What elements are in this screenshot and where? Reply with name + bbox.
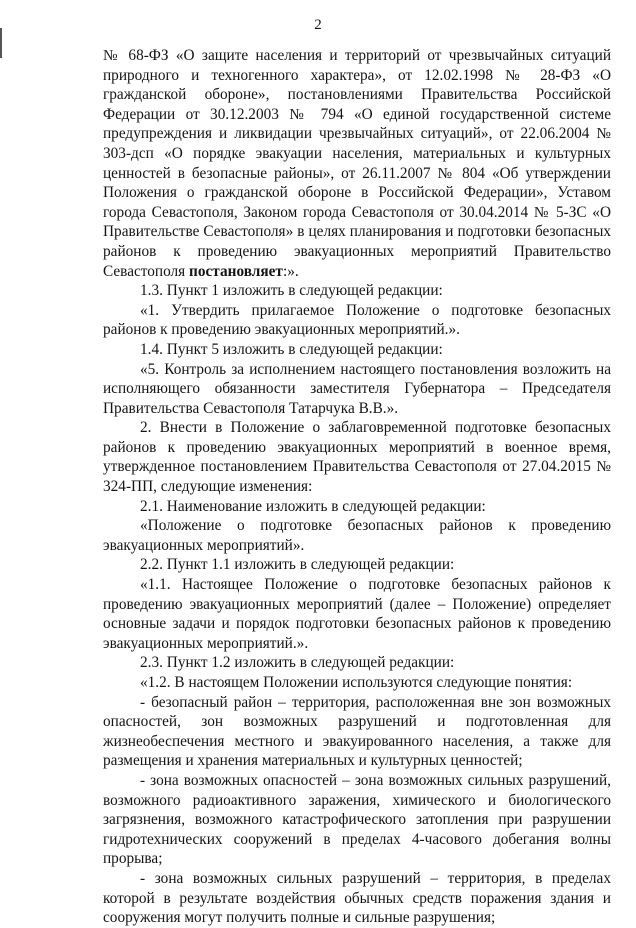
paragraph-item-2-2: 2.2. Пункт 1.1 изложить в следующей редакции: [140, 556, 455, 574]
document-body [103, 46, 611, 928]
paragraph-legal-basis: № 68-ФЗ «О защите населения и территорий от чрезвычайных ситуаций природного и техногенного характера», от 12.02.1998 № 28-ФЗ «О гражданской обороне», постановлениями Правительства Российской Федерации от 30.12.2003 № 794 «О единой государственной системе предупреждения и ликвидации чрезвычайных ситуаций», от 22.06.2004 № 303-дсп «О порядке эвакуации населения, материальных и культурных ценностей в безопасные районы», от 26.11.2007 № 804 «Об утверждении Положения о гражданской обороне в Российской Федерации», Уставом города Севастополя, Законом города Севастополя от 30.04.2014 № 5-ЗС «О Правительстве Севастополя» в целях планирования и подготовки безопасных районов к проведению эвакуационных мероприятий Правительство Севастополя постановляет:». [103, 47, 611, 280]
paragraph-item-2-3: 2.3. Пункт 1.2 изложить в следующей редакции: [140, 654, 455, 672]
paragraph-item-1-text: «1. Утвердить прилагаемое Положение о подготовке безопасных районов к проведению эвакуационных мероприятий.». [103, 301, 611, 339]
paragraph-item-1-2-text: «1.2. В настоящем Положении используются следующие понятия: [140, 674, 573, 691]
paragraph-item-1-4: 1.4. Пункт 5 изложить в следующей редакции: [140, 340, 443, 358]
keyword-postanovlyaet: постановляет [189, 262, 283, 280]
definition-danger-zone: - зона возможных опасностей – зона возможных сильных разрушений, возможного радиоактивного заражения, химического и биологического загрязнения, возможного катастрофического затопления при разрушении гидротехнических сооружений в пределах 4-часового добегания волны прорыва; [103, 771, 611, 868]
paragraph-item-1-3: 1.3. Пункт 1 изложить в следующей редакции: [140, 282, 443, 300]
paragraph-item-2-1: 2.1. Наименование изложить в следующей редакции: [140, 497, 486, 515]
paragraph-item-5-text: «5. Контроль за исполнением настоящего постановления возложить на исполняющего обязанности заместителя Губернатора – Председателя Правительства Севастополя Татарчука В.В.». [103, 360, 611, 417]
definition-destruction-zone: - зона возможных сильных разрушений – территория, в пределах которой в результате воздействия обычных средств поражения здания и сооружения могут получить полные и сильные разрушения; [103, 869, 611, 927]
paragraph-item-2: 2. Внести в Положение о заблаговременной подготовке безопасных районов к проведению эвакуационных мероприятий в военное время, утвержденное постановлением Правительства Севастополя от 27.04.2015 № 324-ПП, следующие изменения: [103, 419, 611, 496]
paragraph-title-text: «Положение о подготовке безопасных районов к проведению эвакуационных мероприятий». [103, 517, 611, 554]
paragraph-item-1-1-text: «1.1. Настоящее Положение о подготовке безопасных районов к проведению эвакуационных мероприятий (далее – Положение) определяет основные задачи и порядок подготовки безопасных районов к проведению эвакуационных мероприятий.». [103, 576, 611, 652]
page-number: 2 [314, 17, 322, 33]
definition-safe-area: - безопасный район – территория, расположенная вне зон возможных опасностей, зон возможных разрушений и подготовленная для жизнеобеспечения местного и эвакуированного населения, а также для размещения и хранения материальных и культурных ценностей; [103, 693, 611, 770]
